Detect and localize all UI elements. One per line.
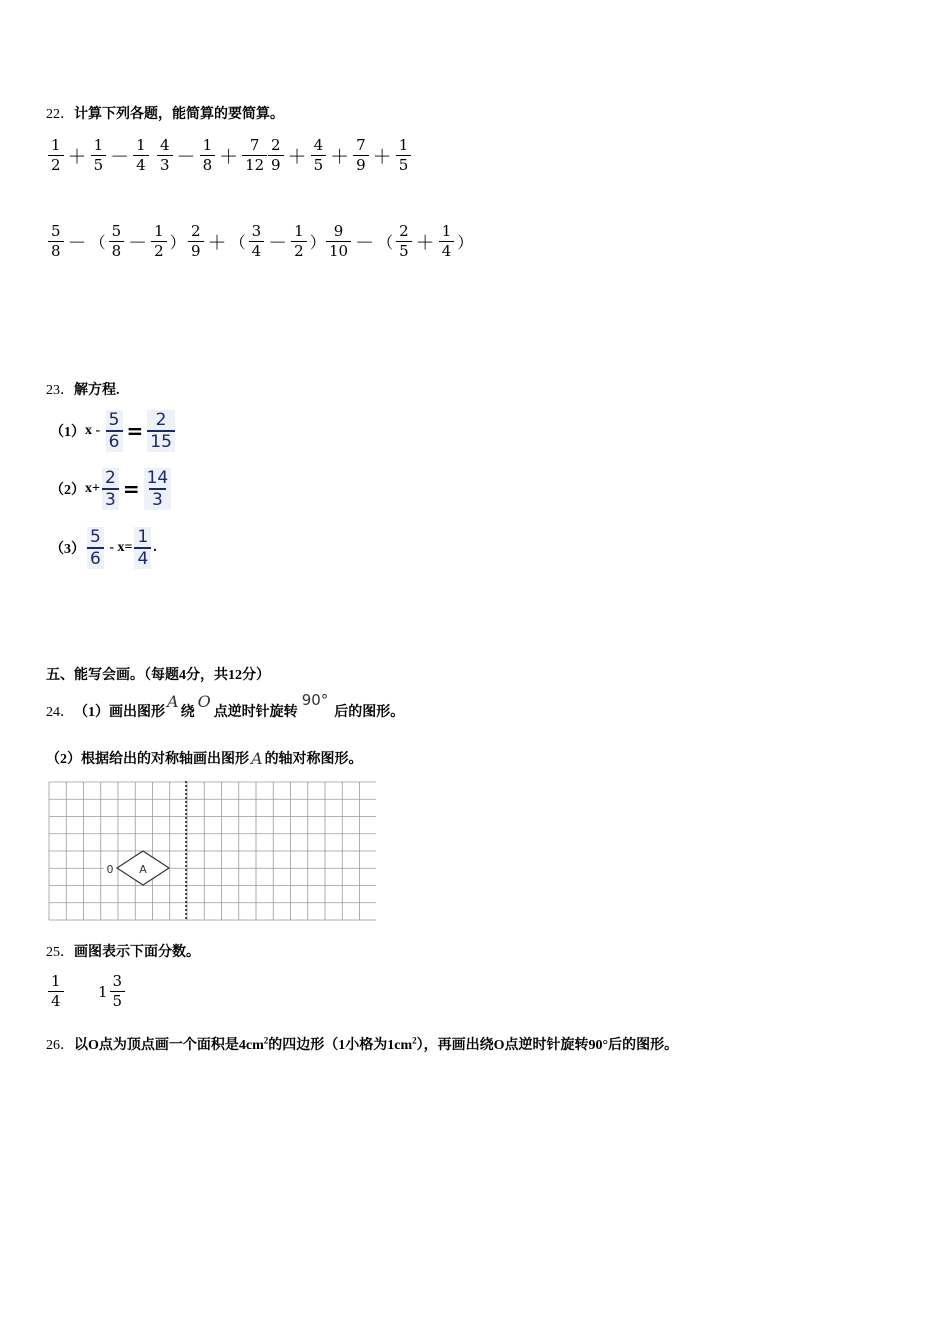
- close-paren: ）: [309, 233, 326, 252]
- q23-number: 23．: [46, 383, 74, 398]
- minus-sign: －: [268, 232, 288, 254]
- plus-sign: ＋: [219, 146, 239, 168]
- q24-part2-text-a: （2）根据给出的对称轴画出图形: [46, 752, 249, 767]
- fraction: $\frac{2}{3}$: [102, 468, 119, 510]
- close-paren: ）: [169, 233, 186, 252]
- q24-part-1: [46, 691, 404, 721]
- fraction: $\frac{3}{5}$: [110, 972, 126, 1011]
- q22-title: 计算下列各题，能简算的要简算。: [74, 107, 284, 122]
- plus-sign: ＋: [330, 146, 350, 168]
- q25-heading: [46, 941, 200, 961]
- q24-grid: [48, 781, 376, 923]
- fraction: $\frac{1}{5}$: [91, 136, 107, 175]
- fraction: $\frac{1}{2}$: [291, 222, 307, 261]
- section-5-title: 五、能写会画。（每题4分，共12分）: [46, 668, 270, 683]
- q25-title: 画图表示下面分数。: [74, 945, 200, 960]
- q23-equation-2: [50, 468, 173, 510]
- q26-text-b: 的四边形（1小格为1cm: [268, 1038, 413, 1053]
- q22-number: 22．: [46, 107, 74, 122]
- grid-lines: [49, 782, 376, 920]
- fraction: $\frac{3}{4}$: [249, 222, 265, 261]
- q26-number: 26．: [46, 1038, 74, 1053]
- fraction: $\frac{1}{2}$: [151, 222, 167, 261]
- q24-part1-text-a: （1）画出图形: [74, 705, 165, 720]
- fraction: $\frac{4}{5}$: [311, 136, 327, 175]
- plus-sign: ＋: [207, 232, 227, 254]
- q23-heading: [46, 379, 120, 399]
- q23-equation-3: [50, 527, 157, 569]
- fraction: $\frac{5}{8}$: [48, 222, 64, 261]
- fraction: $\frac{4}{3}$: [157, 136, 173, 175]
- q22-heading: [46, 103, 284, 123]
- grid-shape-label: A: [139, 863, 147, 876]
- plus-sign: ＋: [67, 146, 87, 168]
- equation-label: （2）: [50, 483, 85, 498]
- equation-label: （3）: [50, 542, 85, 557]
- q22-expr-2-2: [186, 222, 327, 261]
- q22-expr-2-1: [46, 222, 187, 261]
- open-paren: （: [89, 233, 106, 252]
- fraction: $\frac{1}{4}$: [134, 527, 151, 569]
- q24-part2-text-b: 的轴对称图形。: [264, 752, 363, 767]
- plus-sign: ＋: [372, 146, 392, 168]
- fraction: $\frac{1}{4}$: [48, 972, 64, 1011]
- fraction: $\frac{5}{8}$: [109, 222, 125, 261]
- fraction: $\frac{9}{10}$: [326, 222, 351, 261]
- fraction: $\frac{7}{12}$: [242, 136, 267, 175]
- fraction: $\frac{2}{9}$: [268, 136, 284, 175]
- fraction: $\frac{1}{8}$: [200, 136, 216, 175]
- open-paren: （: [377, 233, 394, 252]
- equation-end: .: [153, 540, 157, 555]
- equals-sign: =: [126, 419, 144, 443]
- fraction: $\frac{2}{5}$: [396, 222, 412, 261]
- shape-label: A: [251, 748, 263, 768]
- q22-expr-1-1: [46, 136, 151, 175]
- superscript: 2: [263, 1035, 269, 1046]
- minus-sign: －: [128, 232, 148, 254]
- angle-label: 90°: [301, 691, 329, 709]
- q25-number: 25．: [46, 945, 74, 960]
- fraction: $\frac{1}{4}$: [133, 136, 149, 175]
- equation-mid: - x=: [105, 540, 133, 555]
- plus-sign: ＋: [415, 232, 435, 254]
- superscript: 2: [412, 1035, 417, 1046]
- minus-sign: －: [110, 146, 130, 168]
- q22-expr-1-2: [155, 136, 269, 175]
- mixed-whole: 1: [98, 982, 108, 1001]
- equals-sign: =: [122, 477, 140, 501]
- q22-expr-1-3: [266, 136, 413, 175]
- fraction: $\frac{14}{3}$: [144, 468, 172, 510]
- grid-point-label: 0: [106, 863, 114, 876]
- q23-title: 解方程.: [74, 383, 120, 398]
- q26-text-a: 以O点为顶点画一个面积是4cm: [74, 1038, 264, 1053]
- point-label: O: [197, 692, 211, 711]
- q24-number: 24．: [46, 705, 74, 720]
- q22-expr-2-3: [324, 222, 474, 261]
- fraction: $\frac{2}{15}$: [147, 410, 175, 452]
- equation-lhs: x+: [85, 481, 100, 496]
- q24-part1-text-b: 绕: [180, 705, 195, 720]
- q24-part1-text-c: 点逆时针旋转: [213, 705, 298, 720]
- fraction: $\frac{7}{9}$: [353, 136, 369, 175]
- q25-mixed-number: [98, 972, 127, 1011]
- plus-sign: ＋: [287, 146, 307, 168]
- equation-lhs: x -: [85, 423, 104, 438]
- equation-label: （1）: [50, 425, 85, 440]
- minus-sign: －: [355, 232, 375, 254]
- q24-part-2: [46, 748, 363, 768]
- fraction: $\frac{1}{5}$: [396, 136, 412, 175]
- fraction: $\frac{5}{6}$: [106, 410, 123, 452]
- fraction: $\frac{2}{9}$: [188, 222, 204, 261]
- q26-text-c: ），再画出绕O点逆时针旋转90°后的图形。: [416, 1038, 679, 1053]
- fraction: $\frac{5}{6}$: [87, 527, 104, 569]
- shape-label: A: [167, 692, 179, 711]
- minus-sign: －: [176, 146, 196, 168]
- q23-equation-1: [50, 410, 177, 452]
- fraction: $\frac{1}{4}$: [439, 222, 455, 261]
- q26-text: [46, 1034, 678, 1054]
- open-paren: （: [229, 233, 246, 252]
- minus-sign: －: [67, 232, 87, 254]
- q24-part1-text-d: 后的图形。: [334, 705, 405, 720]
- fraction: $\frac{1}{2}$: [48, 136, 64, 175]
- close-paren: ）: [457, 233, 474, 252]
- q25-fraction-1: [46, 972, 66, 1011]
